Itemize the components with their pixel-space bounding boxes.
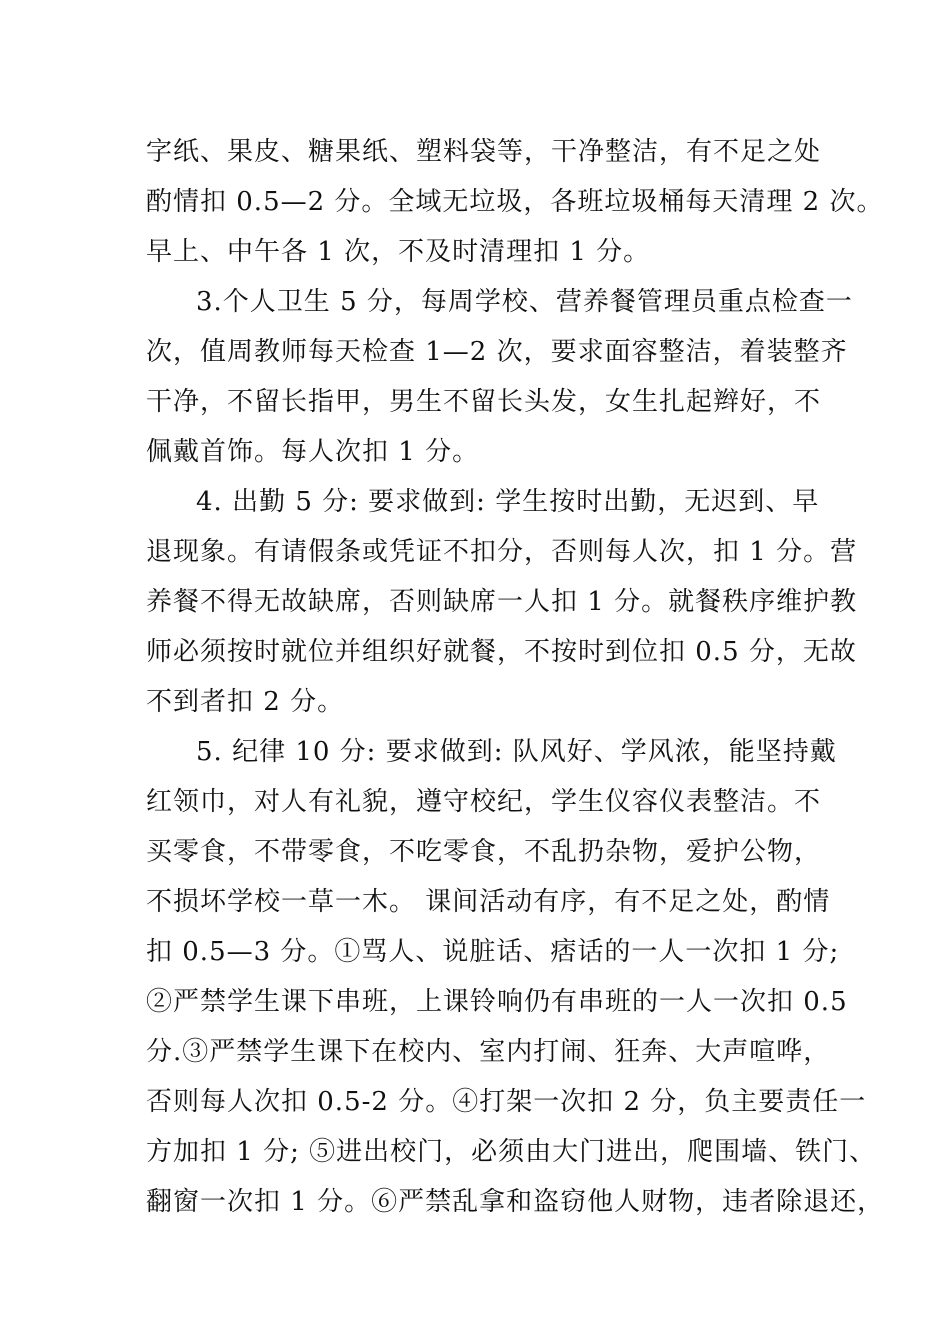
paragraph-3-start: 3.个人卫生 5 分，每周学校、营养餐管理员重点检查一: [196, 287, 853, 317]
text-line: ②严禁学生课下串班，上课铃响仍有串班的一人一次扣 0.5: [146, 987, 848, 1017]
text-line: 酌情扣 0.5—2 分。全域无垃圾，各班垃圾桶每天清理 2 次。: [146, 187, 884, 217]
text-line: 买零食，不带零食，不吃零食，不乱扔杂物，爱护公物，: [146, 837, 822, 867]
text-line: 早上、中午各 1 次，不及时清理扣 1 分。: [146, 237, 651, 267]
paragraph-4-start: 4. 出勤 5 分: 要求做到: 学生按时出勤，无迟到、早: [196, 487, 820, 517]
text-line: 不损坏学校一草一木。 课间活动有序，有不足之处，酌情: [146, 887, 831, 917]
text-line: 否则每人次扣 0.5-2 分。④打架一次扣 2 分，负主要责任一: [146, 1087, 867, 1117]
text-line: 字纸、果皮、糖果纸、塑料袋等，干净整洁，有不足之处: [146, 137, 822, 167]
text-line: 翻窗一次扣 1 分。⑥严禁乱拿和盗窃他人财物，违者除退还，: [146, 1187, 885, 1217]
text-line: 师必须按时就位并组织好就餐，不按时到位扣 0.5 分，无故: [146, 637, 857, 667]
text-line: 红领巾，对人有礼貌，遵守校纪，学生仪容仪表整洁。不: [146, 787, 822, 817]
text-line: 佩戴首饰。每人次扣 1 分。: [146, 437, 480, 467]
text-line: 退现象。有请假条或凭证不扣分，否则每人次，扣 1 分。营: [146, 537, 858, 567]
text-line: 不到者扣 2 分。: [146, 687, 345, 717]
text-line: 扣 0.5—3 分。①骂人、说脏话、痞话的一人一次扣 1 分;: [146, 937, 840, 967]
paragraph-5-start: 5. 纪律 10 分: 要求做到: 队风好、学风浓，能坚持戴: [196, 737, 837, 767]
text-line: 方加扣 1 分; ⑤进出校门，必须由大门进出，爬围墙、铁门、: [146, 1137, 877, 1167]
text-line: 次，值周教师每天检查 1—2 次，要求面容整洁，着装整齐: [146, 337, 848, 367]
text-line: 养餐不得无故缺席，否则缺席一人扣 1 分。就餐秩序维护教: [146, 587, 858, 617]
text-line: 干净，不留长指甲，男生不留长头发，女生扎起辫好，不: [146, 387, 822, 417]
text-line: 分.③严禁学生课下在校内、室内打闹、狂奔、大声喧哗，: [146, 1037, 831, 1067]
